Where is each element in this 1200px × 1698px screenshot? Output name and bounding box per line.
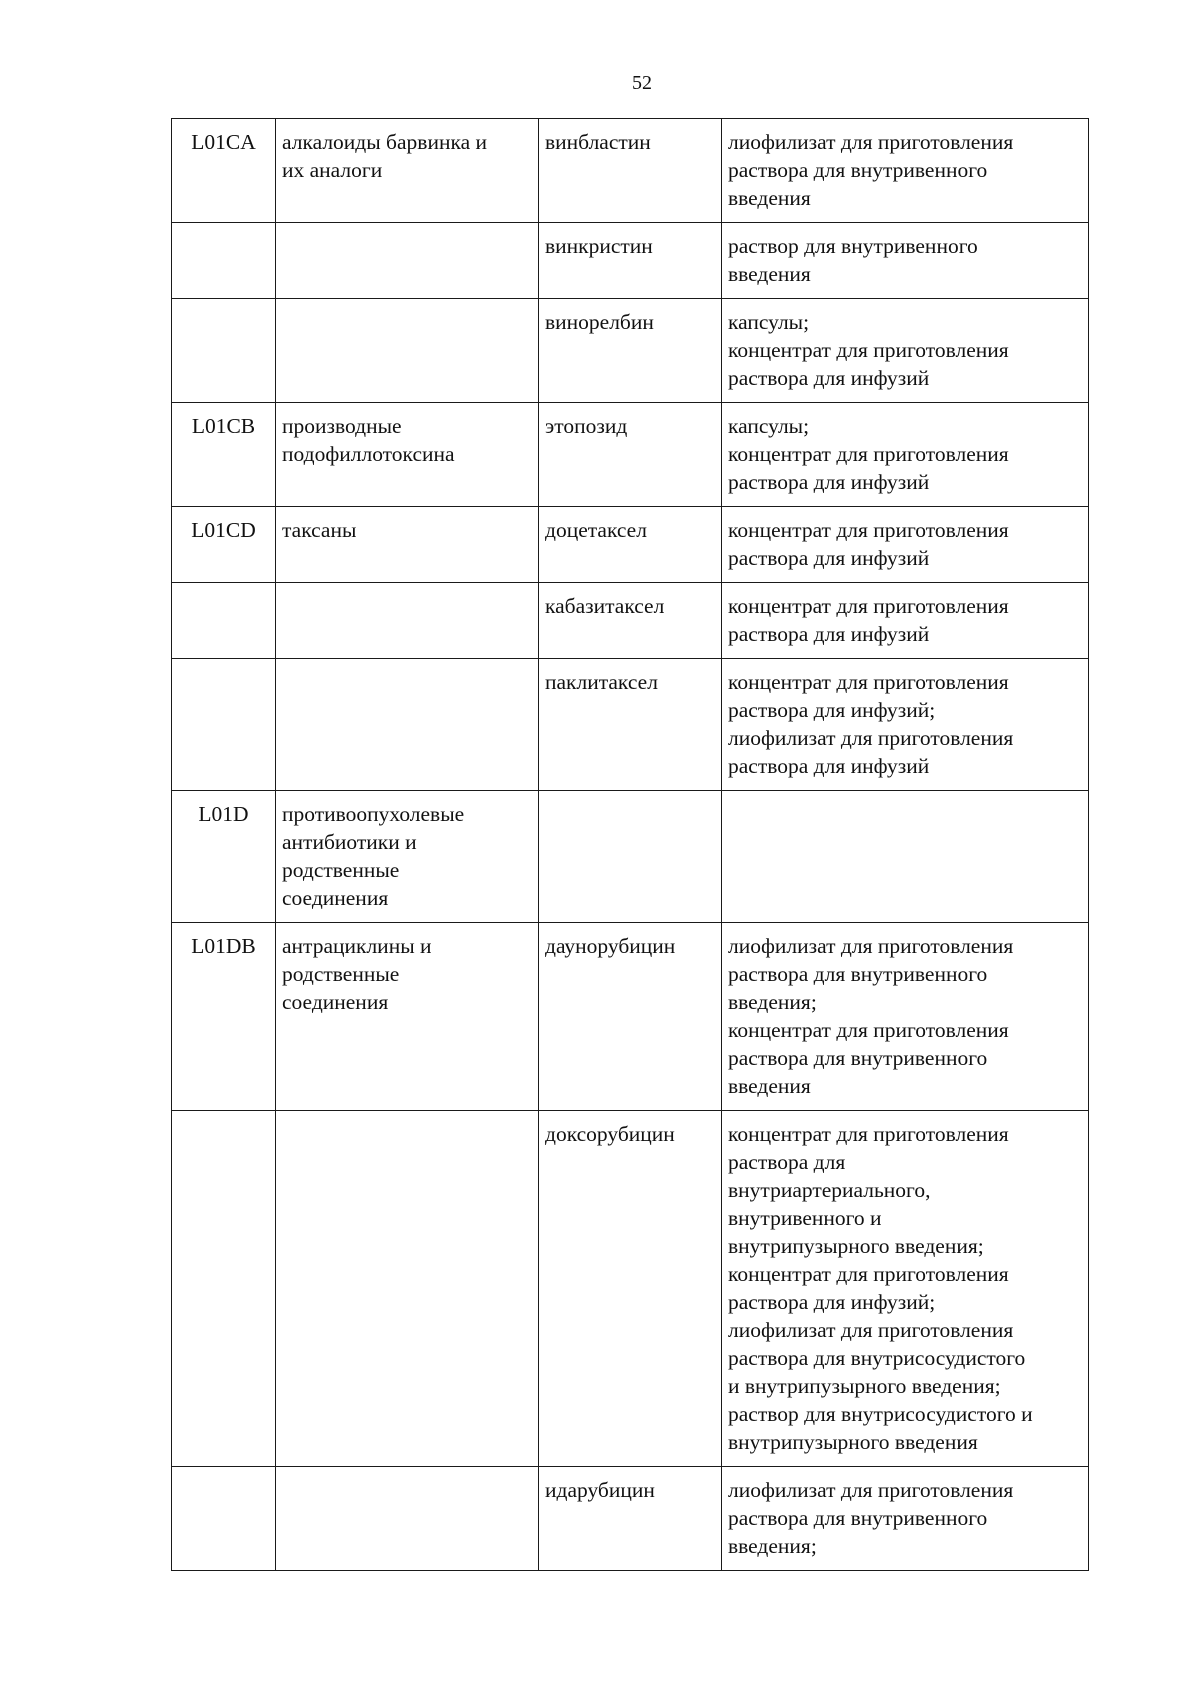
- drug-name-cell: винкристин: [539, 223, 722, 299]
- atc-code-cell: [172, 223, 276, 299]
- dosage-form-cell: лиофилизат для приготовления раствора для внутривенного введения;: [722, 1467, 1089, 1571]
- table-row: [172, 1467, 1089, 1571]
- drug-name-cell: [539, 791, 722, 923]
- atc-code-cell: [172, 299, 276, 403]
- drug-name-cell: винбластин: [539, 119, 722, 223]
- drug-name-cell: этопозид: [539, 403, 722, 507]
- group-cell: таксаны: [276, 507, 539, 583]
- group-cell: антрациклины и родственные соединения: [276, 923, 539, 1111]
- table-row: [172, 923, 1089, 1111]
- table-row: [172, 791, 1089, 923]
- table-row: [172, 403, 1089, 507]
- drug-name-cell: доксорубицин: [539, 1111, 722, 1467]
- atc-code-cell: L01DB: [172, 923, 276, 1111]
- atc-code-cell: L01CD: [172, 507, 276, 583]
- table-row: [172, 223, 1089, 299]
- dosage-form-cell: концентрат для приготовления раствора для внутриартериального, внутривенного и внутрипузырного введения; концентрат для приготовления раствора для инфузий; лиофилизат для приготовления раствора для внутрисосудистого и внутрипузырного введения; раствор для внутрисосудистого и внутрипузырного введения: [722, 1111, 1089, 1467]
- group-cell: противоопухолевые антибиотики и родственные соединения: [276, 791, 539, 923]
- drug-name-cell: винорелбин: [539, 299, 722, 403]
- table-row: [172, 119, 1089, 223]
- atc-code-cell: L01CB: [172, 403, 276, 507]
- table-row: [172, 583, 1089, 659]
- dosage-form-cell: концентрат для приготовления раствора для инфузий; лиофилизат для приготовления раствора для инфузий: [722, 659, 1089, 791]
- dosage-form-cell: концентрат для приготовления раствора для инфузий: [722, 507, 1089, 583]
- dosage-form-cell: [722, 791, 1089, 923]
- dosage-form-cell: капсулы; концентрат для приготовления раствора для инфузий: [722, 403, 1089, 507]
- group-cell: [276, 1111, 539, 1467]
- table-row: [172, 507, 1089, 583]
- group-cell: [276, 583, 539, 659]
- atc-code-cell: [172, 583, 276, 659]
- group-cell: производные подофиллотоксина: [276, 403, 539, 507]
- dosage-form-cell: лиофилизат для приготовления раствора для внутривенного введения; концентрат для приготовления раствора для внутривенного введения: [722, 923, 1089, 1111]
- table-row: [172, 1111, 1089, 1467]
- drug-table: [171, 118, 1089, 1571]
- atc-code-cell: [172, 659, 276, 791]
- drug-name-cell: даунорубицин: [539, 923, 722, 1111]
- atc-code-cell: [172, 1111, 276, 1467]
- dosage-form-cell: концентрат для приготовления раствора для инфузий: [722, 583, 1089, 659]
- dosage-form-cell: лиофилизат для приготовления раствора для внутривенного введения: [722, 119, 1089, 223]
- group-cell: [276, 1467, 539, 1571]
- atc-code-cell: [172, 1467, 276, 1571]
- group-cell: [276, 223, 539, 299]
- group-cell: алкалоиды барвинка и их аналоги: [276, 119, 539, 223]
- atc-code-cell: L01CA: [172, 119, 276, 223]
- table-row: [172, 299, 1089, 403]
- drug-name-cell: кабазитаксел: [539, 583, 722, 659]
- dosage-form-cell: капсулы; концентрат для приготовления раствора для инфузий: [722, 299, 1089, 403]
- table-row: [172, 659, 1089, 791]
- group-cell: [276, 299, 539, 403]
- drug-name-cell: паклитаксел: [539, 659, 722, 791]
- dosage-form-cell: раствор для внутривенного введения: [722, 223, 1089, 299]
- page-number: 52: [632, 72, 652, 94]
- atc-code-cell: L01D: [172, 791, 276, 923]
- group-cell: [276, 659, 539, 791]
- drug-name-cell: доцетаксел: [539, 507, 722, 583]
- drug-name-cell: идарубицин: [539, 1467, 722, 1571]
